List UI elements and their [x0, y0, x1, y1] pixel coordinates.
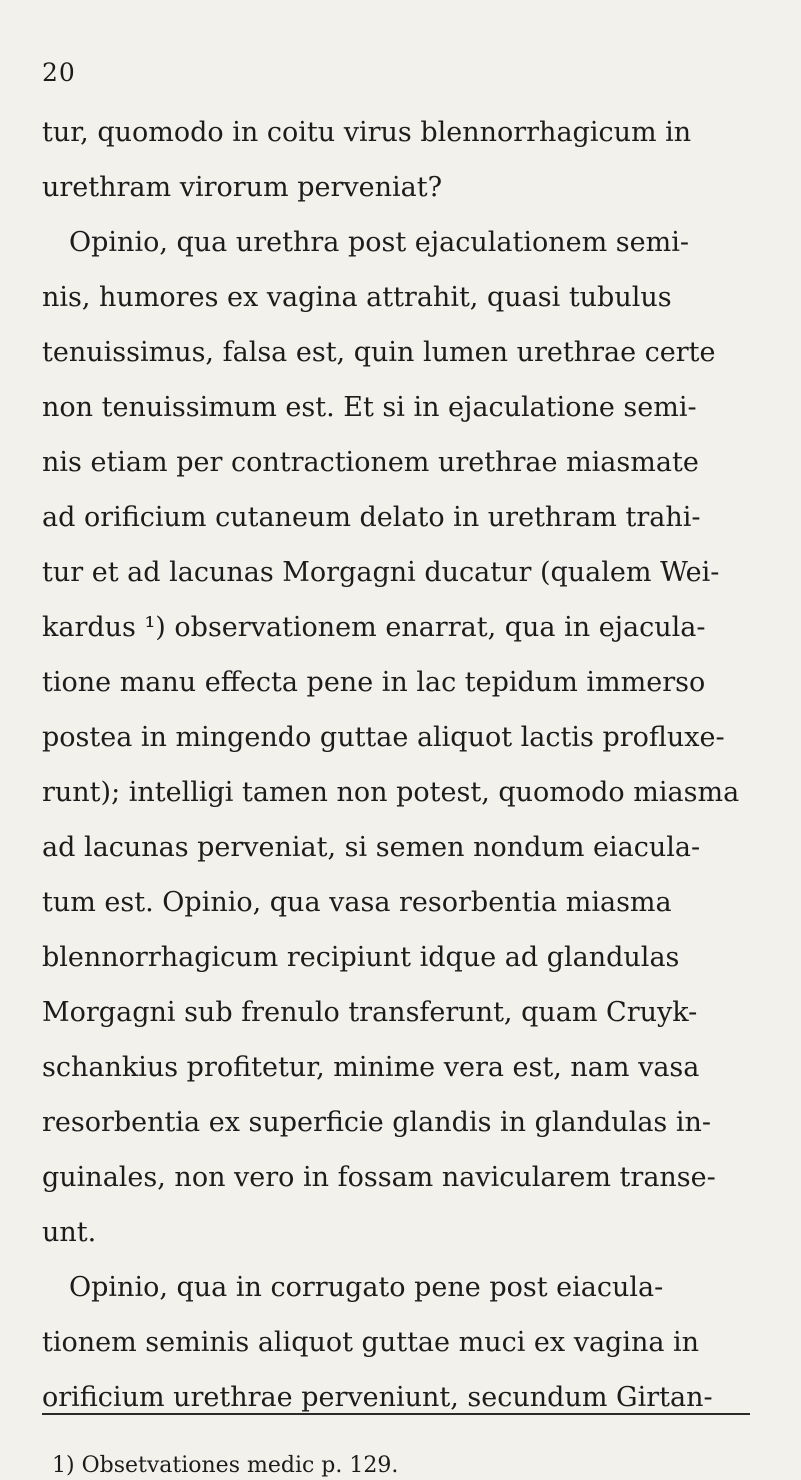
body-text: [42, 113, 770, 1433]
text-line: tionem seminis aliquot guttae muci ex vagina in: [42, 1327, 700, 1358]
text-line: runt); intelligi tamen non potest, quomodo miasma: [42, 777, 740, 808]
text-line: tur et ad lacunas Morgagni ducatur (qualem Wei-: [42, 557, 720, 588]
text-line: tum est. Opinio, qua vasa resorbentia miasma: [42, 887, 672, 918]
text-line: kardus ¹) observationem enarrat, qua in ejacula-: [42, 612, 706, 643]
text-line: nis, humores ex vagina attrahit, quasi tubulus: [42, 282, 672, 313]
text-line: resorbentia ex superficie glandis in glandulas in-: [42, 1107, 712, 1138]
text-line: non tenuissimum est. Et si in ejaculatione semi-: [42, 392, 697, 423]
text-line: nis etiam per contractionem urethrae miasmate: [42, 447, 699, 478]
text-line: urethram virorum perveniat?: [42, 172, 443, 203]
text-line: tione manu effecta pene in lac tepidum immerso: [42, 667, 706, 698]
text-line: tur, quomodo in coitu virus blennorrhagicum in: [42, 117, 692, 148]
text-line: unt.: [42, 1217, 97, 1248]
paragraph-start-line: Opinio, qua in corrugato pene post eiacula-: [69, 1272, 664, 1303]
text-line: schankius profitetur, minime vera est, nam vasa: [42, 1052, 700, 1083]
text-line: tenuissimus, falsa est, quin lumen urethrae certe: [42, 337, 716, 368]
text-line: postea in mingendo guttae aliquot lactis profluxe-: [42, 722, 725, 753]
footnote-divider: [42, 1413, 750, 1415]
footnote: 1) Obsetvationes medic p. 129.: [52, 1453, 399, 1478]
paragraph-start-line: Opinio, qua urethra post ejaculationem semi-: [69, 227, 689, 258]
text-line: blennorrhagicum recipiunt idque ad glandulas: [42, 942, 680, 973]
text-line: orificium urethrae perveniunt, secundum Girtan-: [42, 1382, 713, 1413]
page-number: 20: [42, 58, 76, 87]
text-line: guinales, non vero in fossam navicularem transe-: [42, 1162, 716, 1193]
text-line: ad lacunas perveniat, si semen nondum eiacula-: [42, 832, 701, 863]
text-line: Morgagni sub frenulo transferunt, quam Cruyk-: [42, 997, 698, 1028]
text-line: ad orificium cutaneum delato in urethram trahi-: [42, 502, 701, 533]
